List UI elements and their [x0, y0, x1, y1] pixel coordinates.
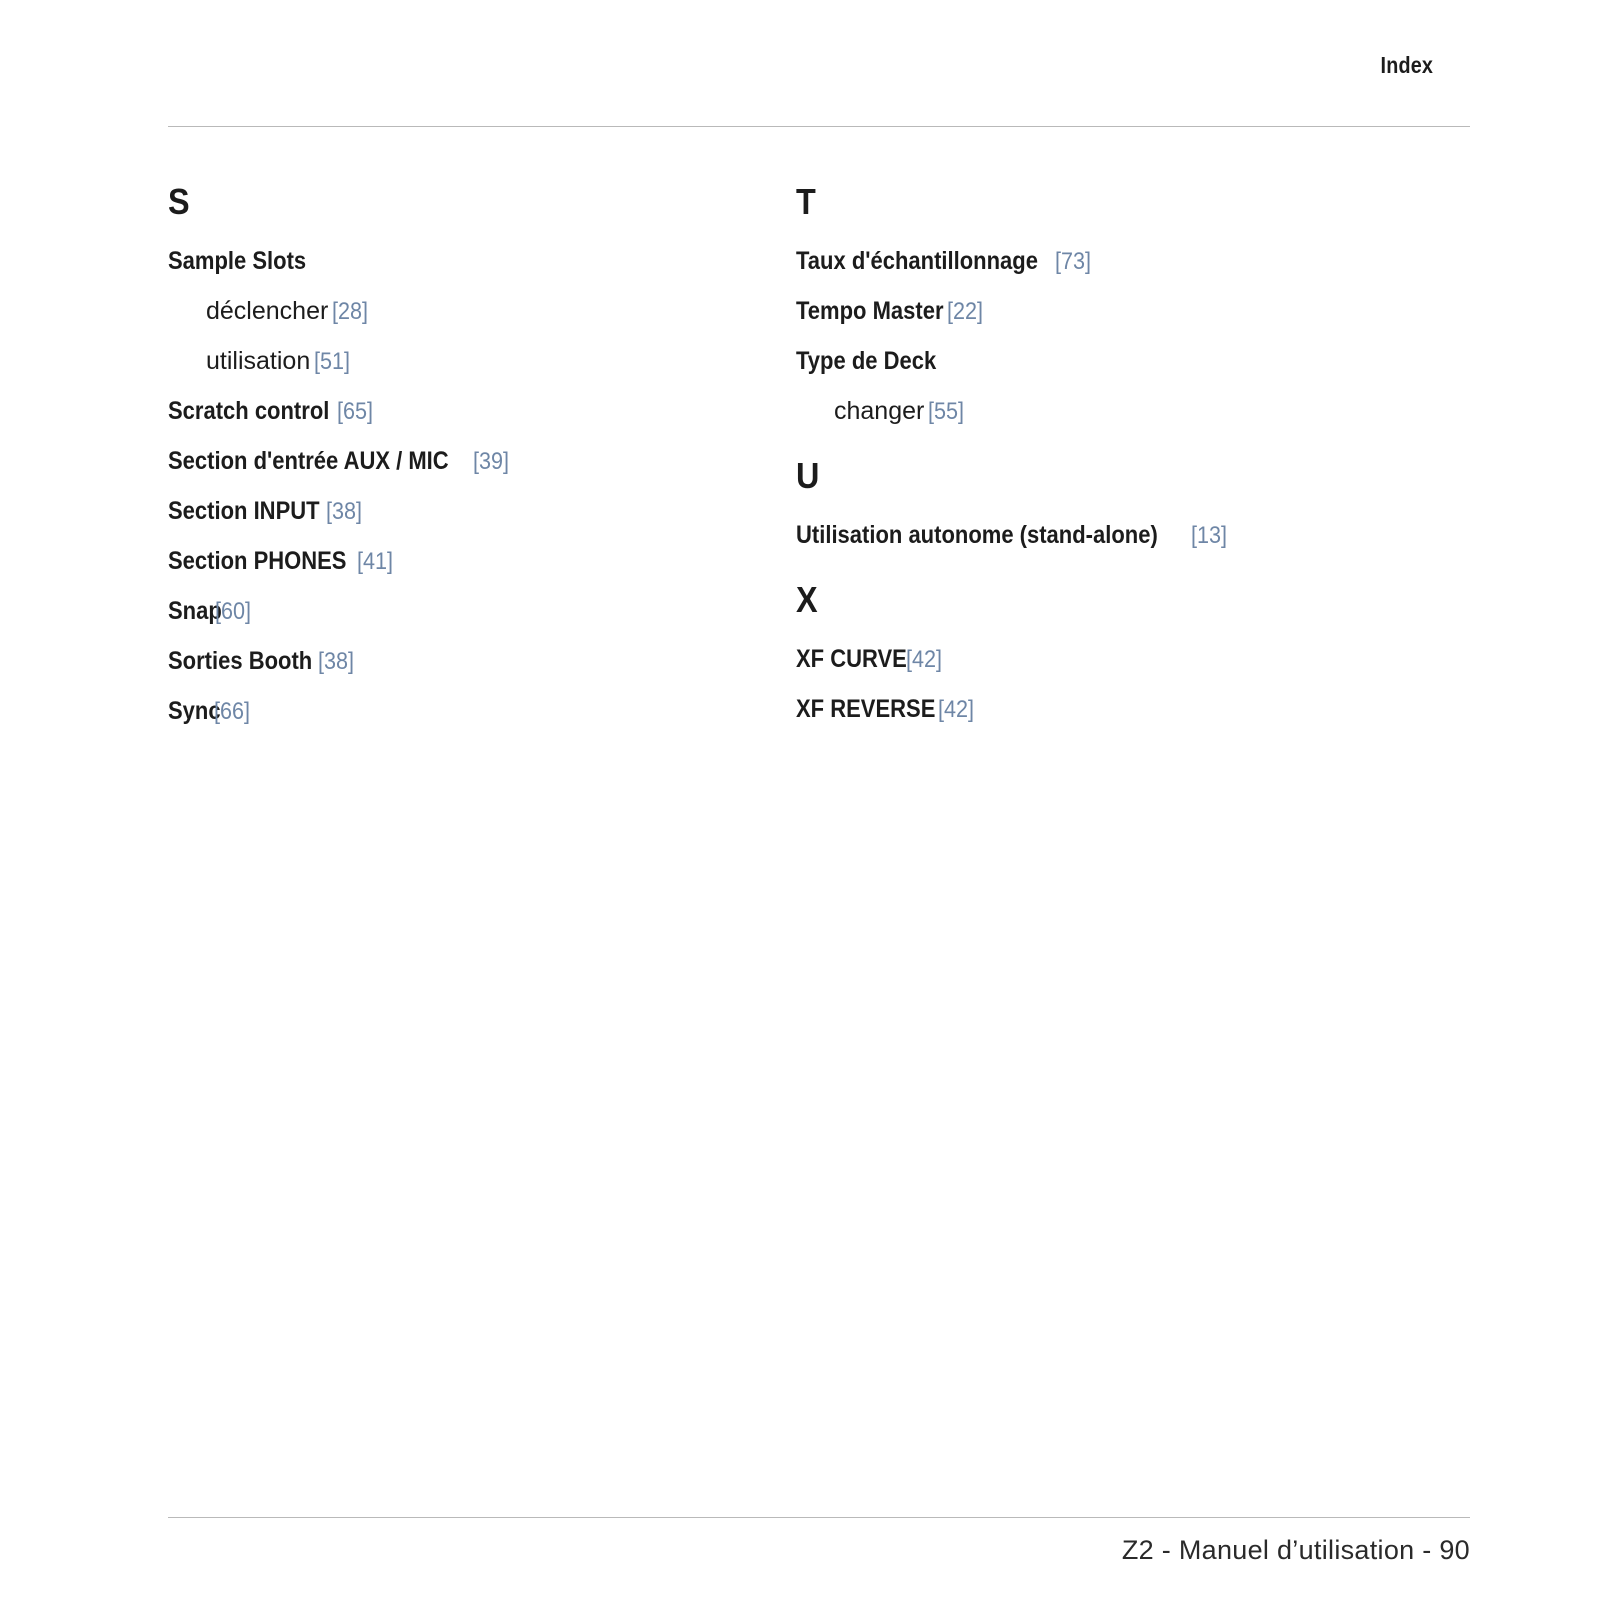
page-reference-link[interactable]: [42] — [938, 696, 975, 723]
page-reference-link[interactable]: [60] — [215, 598, 252, 625]
index-entry — [796, 510, 1470, 560]
index-subentry — [168, 286, 768, 336]
index-term: déclencher — [206, 297, 329, 325]
index-term: Sync — [168, 697, 221, 725]
index-letter-heading: X — [796, 579, 818, 620]
page-reference-link[interactable]: [55] — [928, 398, 965, 425]
page-reference-link[interactable]: [13] — [1190, 522, 1227, 549]
index-term: XF CURVE — [796, 645, 907, 673]
index-letter-heading: S — [168, 181, 190, 222]
page-reference-link[interactable]: [42] — [905, 646, 942, 673]
index-term: Section INPUT — [168, 497, 320, 525]
page-reference-link[interactable]: [41] — [356, 548, 393, 575]
index-term: Scratch control — [168, 397, 330, 425]
index-term: Snap — [168, 597, 222, 625]
header-divider — [168, 126, 1470, 127]
index-term: Taux d'échantillonnage — [796, 247, 1038, 275]
index-entry — [168, 686, 768, 736]
index-entry — [796, 634, 1470, 684]
index-entry — [168, 536, 768, 586]
index-term: Tempo Master — [796, 297, 944, 325]
index-column-left — [168, 170, 768, 736]
index-entry — [168, 436, 768, 486]
index-entry — [168, 386, 768, 436]
index-subentry — [168, 336, 768, 386]
footer-divider — [168, 1517, 1470, 1518]
index-letter-heading: T — [796, 181, 816, 222]
page-reference-link[interactable]: [38] — [326, 498, 363, 525]
index-entry — [168, 236, 768, 286]
index-term: changer — [834, 397, 925, 425]
index-letter-heading: U — [796, 455, 820, 496]
index-term: Section PHONES — [168, 547, 347, 575]
page-reference-link[interactable]: [73] — [1054, 248, 1091, 275]
index-entry — [168, 486, 768, 536]
page-reference-link[interactable]: [28] — [332, 298, 369, 325]
index-term: Sample Slots — [168, 247, 307, 275]
index-term: Type de Deck — [796, 347, 937, 375]
index-term: Utilisation autonome (stand-alone) — [796, 521, 1158, 549]
index-column-right — [796, 170, 1470, 734]
index-term: XF REVERSE — [796, 695, 936, 723]
index-term: utilisation — [206, 347, 311, 375]
index-entry — [168, 586, 768, 636]
running-header-title: Index — [1380, 52, 1433, 78]
index-entry — [796, 684, 1470, 734]
index-term: Section d'entrée AUX / MIC — [168, 447, 449, 475]
page-reference-link[interactable]: [51] — [314, 348, 351, 375]
index-entry — [796, 286, 1470, 336]
page-footer: Z2 - Manuel d’utilisation - 90 — [1121, 1535, 1470, 1565]
index-term: Sorties Booth — [168, 647, 313, 675]
page-reference-link[interactable]: [39] — [472, 448, 509, 475]
index-subentry — [796, 386, 1470, 436]
index-entry — [796, 236, 1470, 286]
index-entry — [168, 636, 768, 686]
index-entry — [796, 336, 1470, 386]
page-reference-link[interactable]: [38] — [317, 648, 354, 675]
page-reference-link[interactable]: [65] — [337, 398, 374, 425]
page-reference-link[interactable]: [66] — [213, 698, 250, 725]
page-reference-link[interactable]: [22] — [947, 298, 984, 325]
